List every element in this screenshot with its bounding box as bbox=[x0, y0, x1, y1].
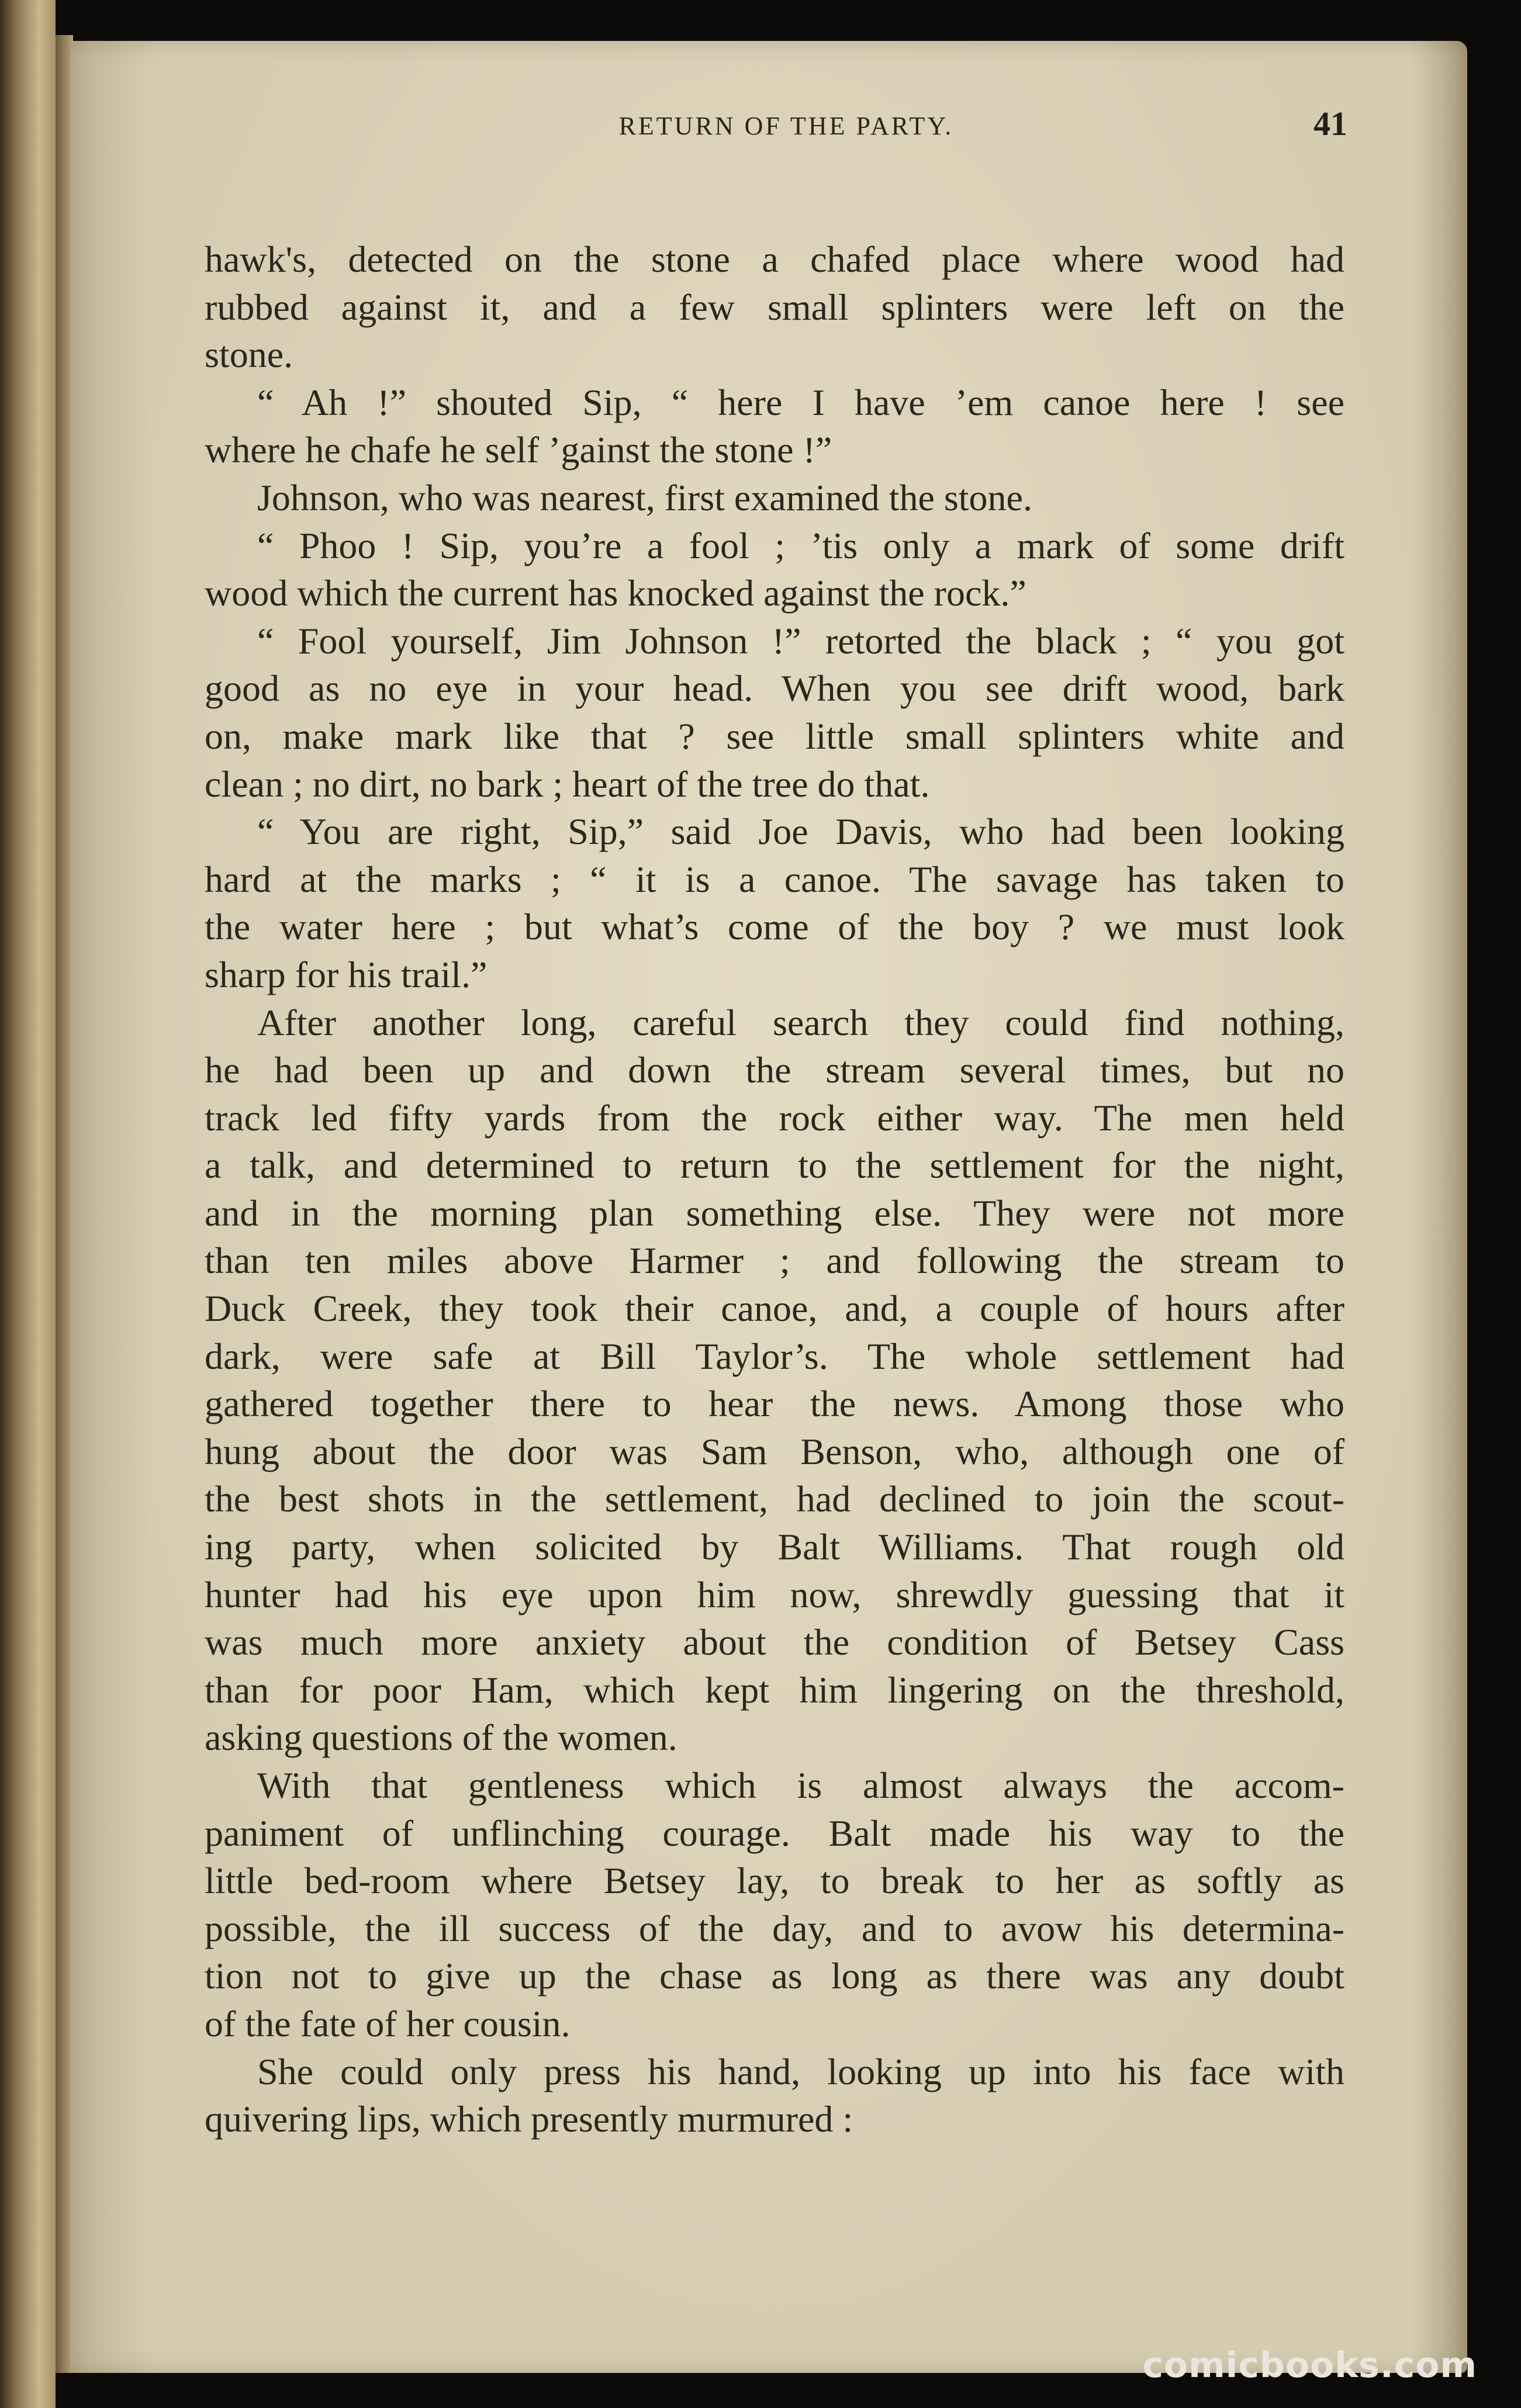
text-line: of the fate of her cousin. bbox=[205, 2002, 571, 2044]
text-line: After another long, careful search they could find nothing, bbox=[257, 1001, 1344, 1043]
text-line: where he chafe he self ’gainst the stone !” bbox=[205, 429, 832, 471]
text-line: was much more anxiety about the condition of Betsey Cass bbox=[205, 1621, 1344, 1663]
text-line: She could only press his hand, looking up into his face with bbox=[257, 2050, 1344, 2092]
text-line: “ You are right, Sip,” said Joe Davis, who had been looking bbox=[257, 811, 1344, 853]
body-text bbox=[205, 236, 1344, 2143]
text-line: rubbed against it, and a few small splinters were left on the bbox=[205, 286, 1344, 328]
text-line: asking questions of the women. bbox=[205, 1717, 677, 1759]
text-line: quivering lips, which presently murmured : bbox=[205, 2098, 853, 2140]
text-line: a talk, and determined to return to the settlement for the night, bbox=[205, 1144, 1344, 1186]
text-line: track led fifty yards from the rock either way. The men held bbox=[205, 1096, 1344, 1139]
text-line: Duck Creek, they took their canoe, and, a couple of hours after bbox=[205, 1288, 1344, 1330]
text-line: sharp for his trail.” bbox=[205, 953, 488, 995]
text-line: ing party, when solicited by Balt Williams. That rough old bbox=[205, 1526, 1344, 1568]
text-line: he had been up and down the stream several times, but no bbox=[205, 1049, 1344, 1091]
text-line: “ Fool yourself, Jim Johnson !” retorted the black ; “ you got bbox=[257, 620, 1344, 662]
text-line: good as no eye in your head. When you see drift wood, bark bbox=[205, 667, 1344, 710]
text-line: With that gentleness which is almost always the accom- bbox=[257, 1765, 1344, 1806]
text-line: paniment of unflinching courage. Balt made his way to the bbox=[205, 1812, 1344, 1854]
text-line: hung about the door was Sam Benson, who, although one of bbox=[205, 1430, 1344, 1472]
text-line: than for poor Ham, which kept him lingering on the threshold, bbox=[205, 1669, 1344, 1711]
text-line: tion not to give up the chase as long as there was any doubt bbox=[205, 1955, 1344, 1997]
text-line: dark, were safe at Bill Taylor’s. The whole settlement had bbox=[205, 1335, 1344, 1377]
text-line: clean ; no dirt, no bark ; heart of the tree do that. bbox=[205, 763, 930, 805]
text-line: hard at the marks ; “ it is a canoe. The savage has taken to bbox=[205, 858, 1344, 900]
text-line: and in the morning plan something else. They were not more bbox=[205, 1192, 1344, 1234]
text-line: the best shots in the settlement, had declined to join the scout- bbox=[205, 1478, 1344, 1520]
text-line: gathered together there to hear the news. Among those who bbox=[205, 1383, 1344, 1425]
text-line: hawk's, detected on the stone a chafed place where wood had bbox=[205, 238, 1344, 280]
text-line: wood which the current has knocked against the rock.” bbox=[205, 572, 1026, 614]
text-line: “ Phoo ! Sip, you’re a fool ; ’tis only a mark of some drift bbox=[257, 524, 1344, 566]
text-line: little bed-room where Betsey lay, to break to her as softly as bbox=[205, 1860, 1344, 1902]
watermark-logo: comicbooks.com bbox=[1142, 2345, 1477, 2386]
text-line: stone. bbox=[205, 334, 293, 376]
book-page bbox=[70, 41, 1467, 2373]
page-number: 41 bbox=[1313, 105, 1347, 143]
text-line: hunter had his eye upon him now, shrewdly guessing that it bbox=[205, 1573, 1344, 1615]
text-line: “ Ah !” shouted Sip, “ here I have ’em canoe here ! see bbox=[257, 381, 1344, 423]
text-line: possible, the ill success of the day, and to avow his determina- bbox=[205, 1907, 1344, 1949]
text-line: the water here ; but what’s come of the boy ? we must look bbox=[205, 906, 1344, 948]
text-line: Johnson, who was nearest, first examined the stone. bbox=[257, 476, 1032, 518]
text-line: than ten miles above Harmer ; and following the stream to bbox=[205, 1240, 1344, 1282]
facing-page-edge bbox=[0, 0, 56, 2408]
running-title: RETURN OF THE PARTY. bbox=[618, 112, 954, 140]
text-line: on, make mark like that ? see little small splinters white and bbox=[205, 715, 1344, 757]
